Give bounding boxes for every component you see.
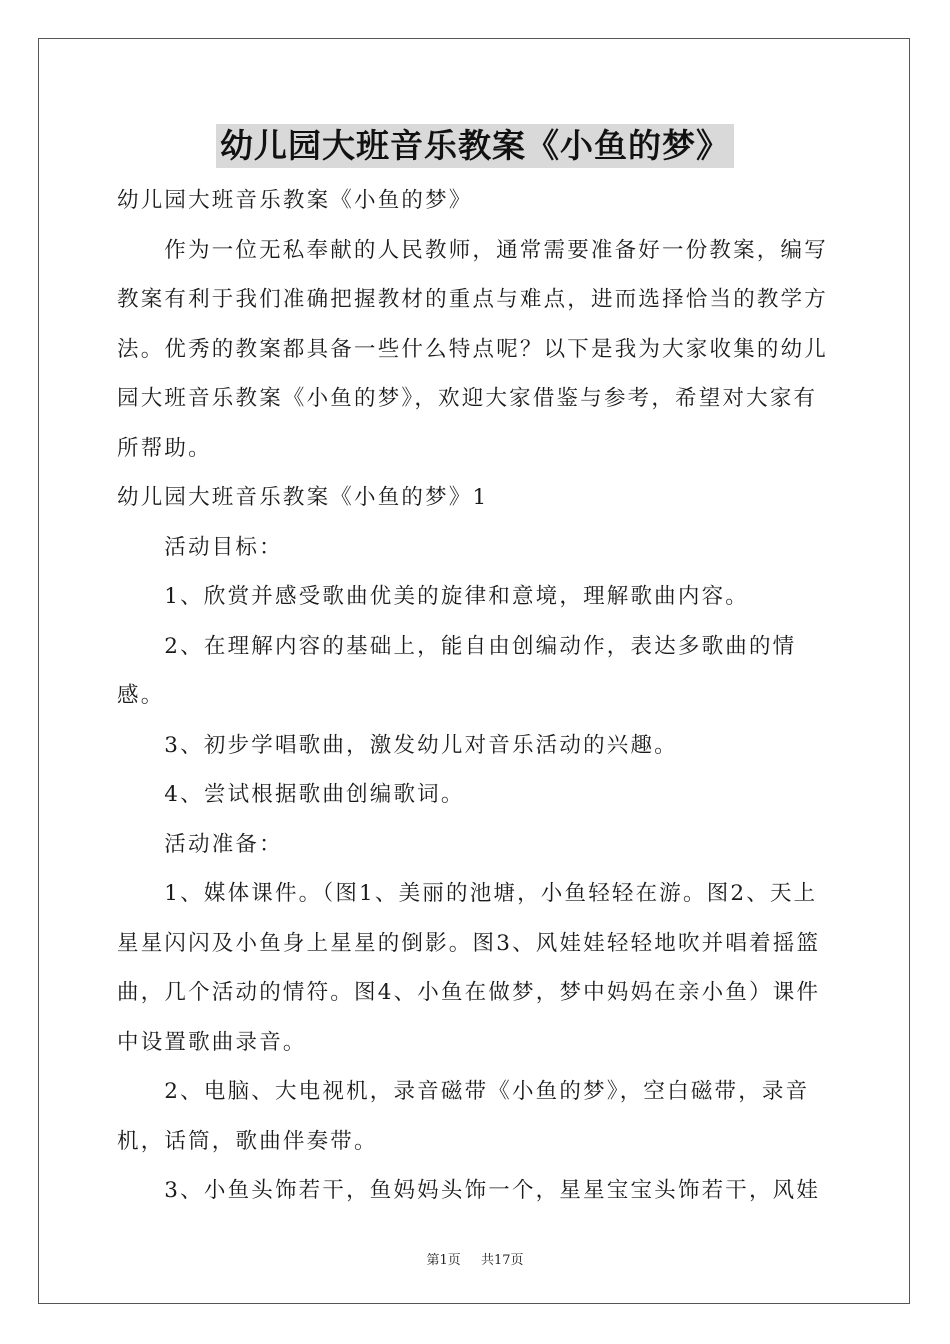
- document-title: 幼儿园大班音乐教案《小鱼的梦》: [216, 124, 734, 168]
- paragraph-goal-2: 2、在理解内容的基础上，能自由创编动作，表达多歌曲的情感。: [117, 633, 797, 708]
- page-number-current: 第1页: [426, 1253, 461, 1268]
- paragraph-prep-3: 3、小鱼头饰若干，鱼妈妈头饰一个，星星宝宝头饰若干，风娃: [164, 1178, 821, 1203]
- paragraph-goal-3: 3、初步学唱歌曲，激发幼儿对音乐活动的兴趣。: [164, 732, 678, 758]
- paragraph-goal-4: 4、尝试根据歌曲创编歌词。: [164, 782, 465, 807]
- paragraph-prep-2: 2、电脑、大电视机，录音磁带《小鱼的梦》，空白磁带，录音机，话筒，歌曲伴奏带。: [117, 1079, 810, 1154]
- paragraph-section-heading: 幼儿园大班音乐教案《小鱼的梦》1: [117, 485, 489, 510]
- title-container: [0, 124, 950, 168]
- paragraph-goals-heading: 活动目标：: [164, 534, 283, 560]
- paragraph-prep-1: 1、媒体课件。（图1、美丽的池塘，小鱼轻轻在游。图2、天上星星闪闪及小鱼身上星星的倒影。图3、风娃娃轻轻地吹并唱着摇篮曲，几个活动的情符。图4、小鱼在做梦，梦中妈妈在亲小鱼）课件中设置歌曲录音。: [117, 881, 821, 1055]
- paragraph-intro: 作为一位无私奉献的人民教师，通常需要准备好一份教案，编写教案有利于我们准确把握教材的重点与难点，进而选择恰当的教学方法。优秀的教案都具备一些什么特点呢？以下是我为大家收集的幼儿园大班音乐教案《小鱼的梦》，欢迎大家借鉴与参考，希望对大家有所帮助。: [117, 237, 829, 461]
- paragraph-subtitle: 幼儿园大班音乐教案《小鱼的梦》: [117, 188, 473, 213]
- page-footer: [0, 1249, 950, 1268]
- document-body: [117, 176, 833, 1216]
- paragraph-goal-1: 1、欣赏并感受歌曲优美的旋律和意境，理解歌曲内容。: [164, 584, 749, 609]
- paragraph-prep-heading: 活动准备：: [164, 831, 283, 857]
- page-number-total: 共17页: [480, 1253, 524, 1268]
